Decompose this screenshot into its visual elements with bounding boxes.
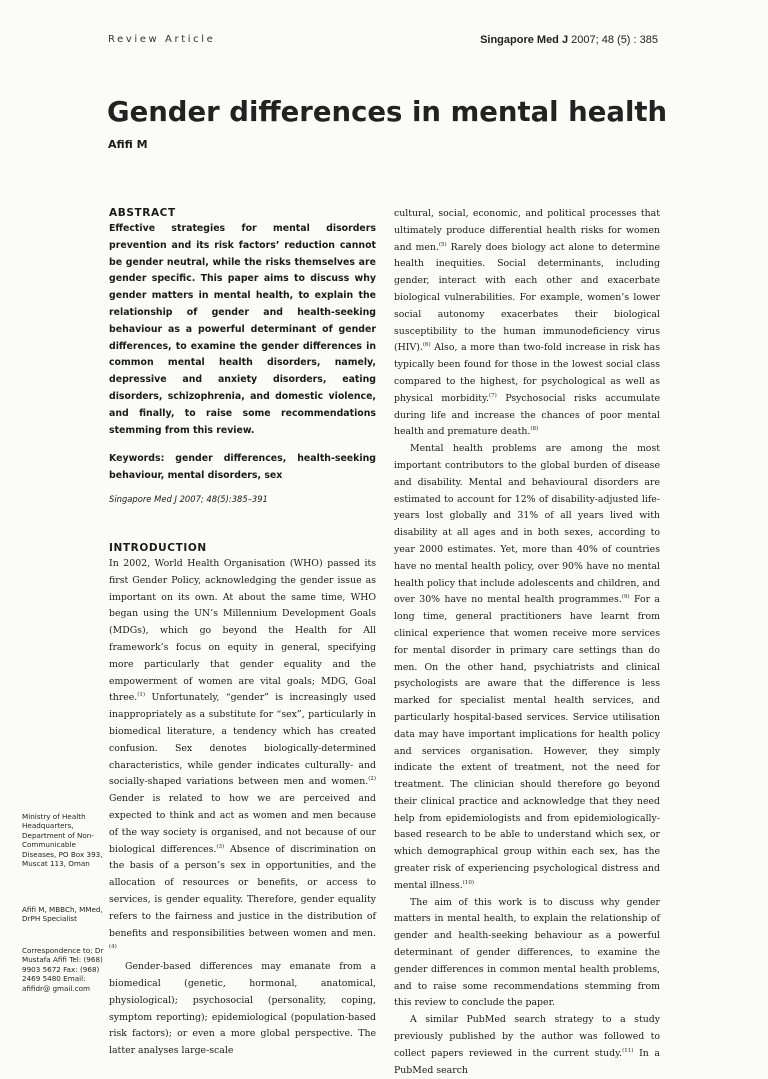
correspondence-note: Correspondence to: Dr Mustafa Afifi Tel: (968) 9903 5672 Fax: (968) 2469 5480 Email: afifidr@ gmail.com — [22, 946, 104, 993]
reference-marker: (9) — [621, 594, 630, 601]
journal-reference — [480, 34, 658, 46]
citation: Singapore Med J 2007; 48(5):385–391 — [109, 493, 268, 504]
author-credentials-note: Afifi M, MBBCh, MMed, DrPH Specialist — [22, 905, 103, 924]
reference-marker: (11) — [622, 1047, 634, 1054]
abstract-section — [109, 206, 376, 505]
intro-paragraph-2 — [109, 959, 376, 1060]
reference-marker: (4) — [109, 944, 117, 951]
text-run: A similar PubMed search strategy to a study previously published by the author was followed to collect papers reviewed in the current study. — [394, 1014, 660, 1059]
body-paragraph-4 — [394, 1012, 660, 1079]
text-run: For a long time, general practitioners have learnt from clinical experience that women receive more services for mental disorder in primary care settings than do men. On the other hand, psychiatrists and clinical psychologists are aware that the difference is less marked for specialist mental health services, and particularly hospital-based services. Service utilisation data may have important implications for health policy and services organisation. However, they simply indicate the extent of treatment, not the need for treatment. The clinician should therefore go beyond their clinical practice and acknowledge that they need help from epidemiologists and from epidemiologically-based research to be able to understand which sex, or which demographical group within each sex, has the greater risk of experiencing psychological distress and mental illness. — [394, 594, 660, 891]
journal-issue: 2007; 48 (5) : 385 — [571, 34, 658, 46]
text-run: cultural, social, economic, and political processes that ultimately produce differential health risks for women and men. — [394, 208, 660, 253]
affiliation-note: Ministry of Health Headquarters, Department of Non-Communicable Diseases, PO Box 393, Muscat 113, Oman — [22, 812, 103, 869]
reference-marker: (3) — [216, 843, 225, 850]
text-run: Unfortunately, “gender” is increasingly used inappropriately as a substitute for “sex”, particularly in biomedical literature, a tendency which has created confusion. Sex denotes biologically-determined characteristics, while gender indicates culturally- and socially-shaped variations between men and women. — [109, 692, 376, 788]
keywords: Keywords: gender differences, health-seeking behaviour, mental disorders, sex — [109, 453, 376, 482]
body-paragraph-2 — [394, 441, 660, 895]
text-run: Psychosocial risks accumulate during life and increase the chances of poor mental health and premature death. — [394, 392, 660, 438]
intro-paragraph-1 — [109, 556, 376, 959]
introduction-heading: INTRODUCTION — [109, 542, 207, 554]
body-paragraph-3 — [394, 895, 660, 1013]
text-run: Gender is related to how we are perceived and expected to think and act as women and men because of the way society is organised, and not because of our biological differences. — [109, 793, 376, 855]
reference-marker: (7) — [489, 392, 497, 399]
article-title: Gender differences in mental health — [107, 96, 668, 128]
reference-marker: (2) — [368, 776, 376, 783]
abstract-heading: ABSTRACT — [109, 207, 176, 219]
text-run: Mental health problems are among the most important contributors to the global burden of disease and disability. Mental and behavioural disorders are estimated to account for 12% of disability-adjusted life-years lost globally and 31% of all years lived with disability at all ages and in both sexes, according to year 2000 estimates. Yet, more than 40% of countries have no mental health policy, over 90% have no mental health policy that include adolescents and children, and over 30% have no mental health programmes. — [394, 443, 660, 606]
journal-name: Singapore Med J — [480, 34, 569, 46]
reference-marker: (8) — [530, 426, 539, 433]
body-paragraph-1 — [394, 206, 660, 441]
introduction-section — [109, 541, 376, 1060]
right-column — [394, 206, 660, 1079]
text-run: In a PubMed search — [394, 1047, 660, 1076]
article-author: Afifi M — [108, 138, 148, 151]
section-label: Review Article — [108, 34, 216, 45]
text-run: In 2002, World Health Organisation (WHO) passed its first Gender Policy, acknowledging the gender issue as important on its own. At about the same time, WHO began using the UN’s Millennium Development Goals (MDGs), which go beyond the Health for All framework’s focus on equity in general, specifying more particularly that gender equality and the empowerment of women are vital goals; MDG, Goal three. — [109, 558, 376, 704]
reference-marker: (6) — [422, 342, 431, 349]
text-run: Gender-based differences may emanate from a biomedical (genetic, hormonal, anatomical, physiological); psychosocial (personality, coping, symptom reporting); epidemiological (population-based risk factors); or even a more global perspective. The latter analyses large-scale — [109, 961, 376, 1057]
text-run: Rarely does biology act alone to determine health inequities. Social determinants, including gender, interact with each other and exacerbate biological vulnerabilities. For example, women’s lower social autonomy exacerbates their biological susceptibility to the human immunodeficiency virus (HIV). — [394, 241, 661, 354]
reference-marker: (1) — [137, 692, 146, 699]
abstract-text: Effective strategies for mental disorders prevention and its risk factors’ reduction cannot be gender neutral, while the risks themselves are gender specific. This paper aims to discuss why gender matters in mental health, to explain the relationship of gender and health-seeking behaviour as a powerful determinant of gender differences, to examine the gender differences in common mental health disorders, namely, depressive and anxiety disorders, eating disorders, schizophrenia, and domestic violence, and finally, to raise some recommendations stemming from this review. — [109, 223, 376, 436]
text-run: The aim of this work is to discuss why gender matters in mental health, to explain the relationship of gender and health-seeking behaviour as a powerful determinant of gender differences, to examine the gender differences in common mental health problems, and to raise some recommendations stemming from this review to conclude the paper. — [394, 896, 660, 1009]
text-run: Absence of discrimination on the basis of a person’s sex in opportunities, and the allocation of resources or benefits, or access to services, is gender equality. Therefore, gender equality refers to the fairness and justice in the distribution of benefits and responsibilities between women and men. — [109, 843, 377, 939]
reference-marker: (5) — [438, 241, 447, 248]
reference-marker: (10) — [462, 879, 475, 886]
text-run: Also, a more than two-fold increase in risk has typically been found for those in the lowest social class compared to the highest, for psychological as well as physical morbidity. — [394, 342, 660, 404]
